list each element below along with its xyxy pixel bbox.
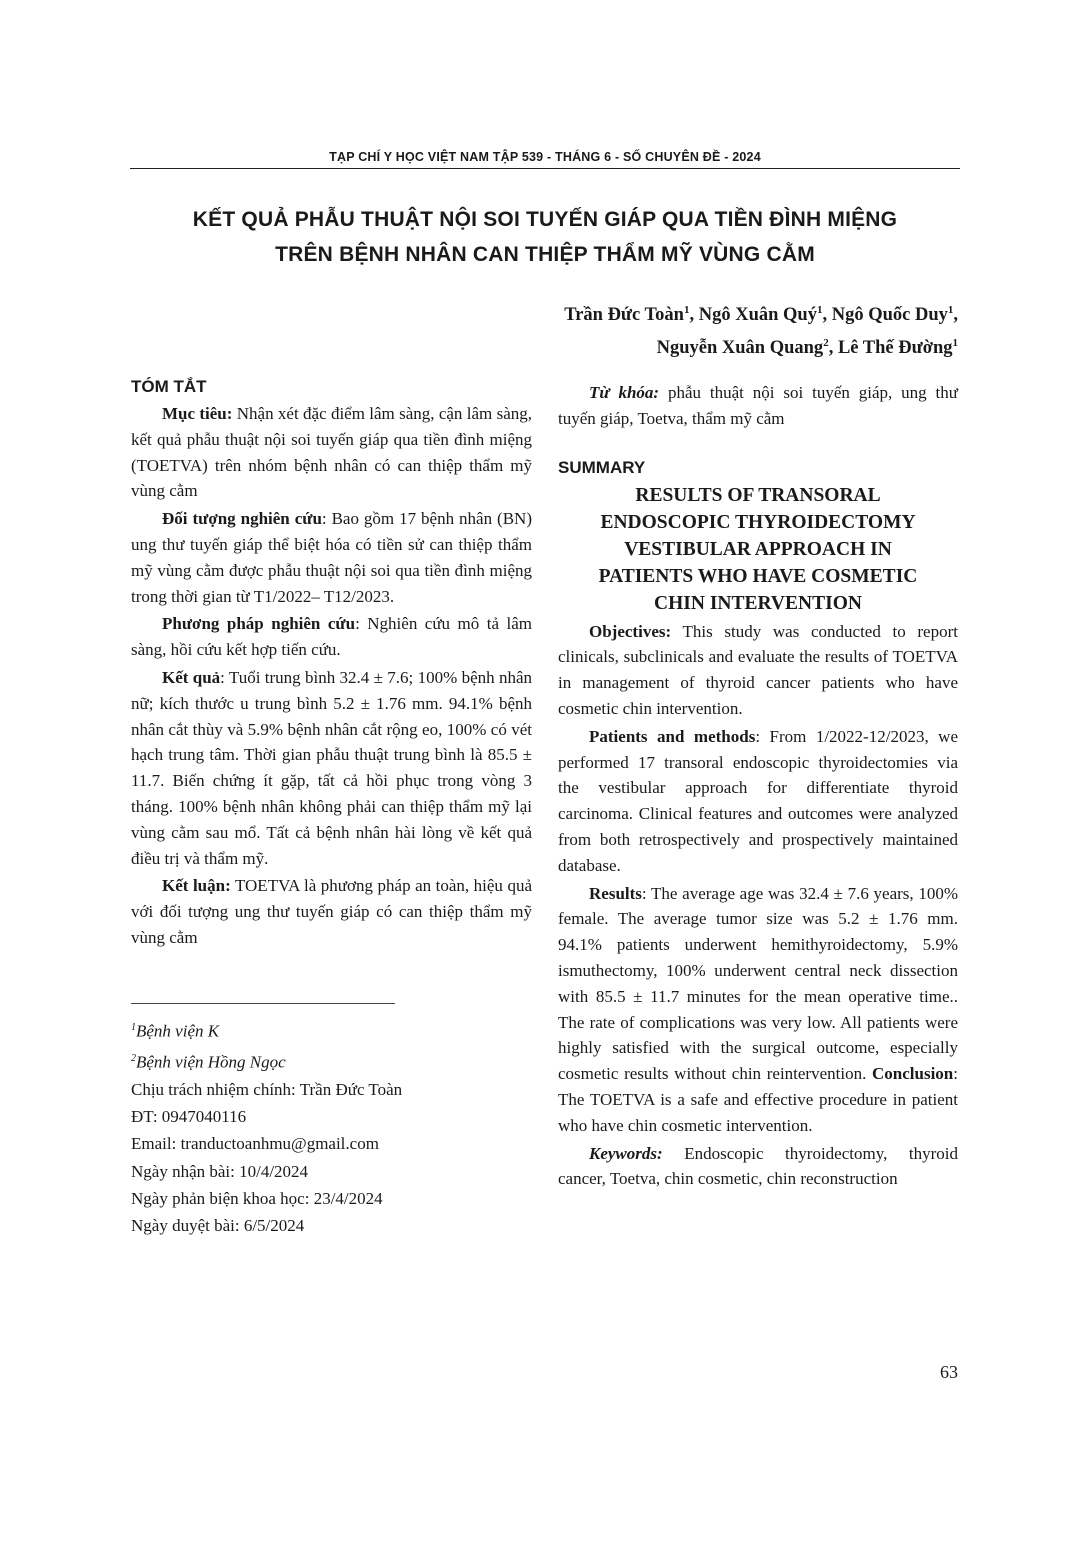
left-column [131, 377, 532, 1239]
conclusion-label-en: Conclusion [872, 1064, 954, 1084]
footnote-accepted: Ngày duyệt bài: 6/5/2024 [131, 1216, 305, 1236]
author-name: Nguyễn Xuân Quang [656, 338, 824, 359]
keywords-en-label: Keywords: [589, 1143, 663, 1163]
keywords-vi-label: Từ khóa: [589, 383, 660, 402]
journal-header: TẠP CHÍ Y HỌC VIỆT NAM TẬP 539 - THÁNG 6 - SỐ CHUYÊN ĐỀ - 2024 [329, 150, 761, 164]
objective-label: Mục tiêu: [162, 404, 233, 423]
results-label-en: Results [589, 883, 642, 903]
author-affiliation: 1 [952, 337, 958, 350]
author-affiliation: 2 [823, 337, 829, 350]
objectives-label: Objectives: [589, 621, 672, 641]
abstract-heading: TÓM TẮT [131, 377, 207, 396]
footnote-phone: ĐT: 0947040116 [131, 1106, 247, 1126]
conclusion-label: Kết luận: [162, 876, 231, 896]
footnote-marker: 2 [131, 1052, 136, 1064]
conclusion-text: TOETVA là phương pháp an toàn, hiệu quả với đối tượng ung thư tuyến giáp có can thiệp thẩm mỹ vùng cằm [131, 876, 532, 947]
results-label: Kết quả [162, 667, 221, 687]
footnote-rule [131, 1003, 395, 1004]
methods-label-en: Patients and methods [589, 726, 756, 746]
author-line-2 [564, 329, 958, 362]
footnote-marker: 1 [131, 1021, 136, 1033]
author-name: Lê Thế Đường [837, 338, 953, 359]
abstract-objective [131, 401, 532, 504]
author-name: Ngô Xuân Quý [698, 305, 817, 326]
author-affiliation: 1 [947, 304, 954, 316]
objective-text: Nhận xét đặc điểm lâm sàng, cận lâm sàng, kết quả phẫu thuật nội soi tuyến giáp qua tiền đình miệng (TOETVA) trên nhóm bệnh nhân có can thiệp thẩm mỹ vùng cằm [131, 404, 533, 501]
summary-title-line: VESTIBULAR APPROACH IN [624, 538, 892, 560]
summary-title-line: RESULTS OF TRANSORAL [635, 484, 881, 506]
conclusion-text-en: : The TOETVA is a safe and effective procedure in patient who have chin cosmetic intervention. [558, 1064, 958, 1135]
author-separator: , [953, 305, 958, 326]
methods-text-en: : From 1/2022-12/2023, we performed 17 transoral endoscopic thyroidectomies via the vestibular approach for differentiate thyroid carcinoma. Clinical features and outcomes were analyzed from both retrospectively and prospectively maintained database. [558, 726, 958, 875]
summary-heading: SUMMARY [558, 457, 646, 477]
footnote-received: Ngày nhận bài: 10/4/2024 [131, 1161, 309, 1181]
abstract-methods [131, 611, 532, 663]
keywords-vi [558, 380, 958, 432]
author-line-1 [564, 296, 958, 329]
footnote-affiliation-1 [131, 1014, 532, 1045]
author-separator: , [689, 305, 699, 326]
author-affiliation: 1 [683, 304, 690, 316]
author-separator: , [828, 338, 838, 359]
footnote-corresponding: Chịu trách nhiệm chính: Trần Đức Toàn [131, 1079, 403, 1099]
abstract-subjects [131, 506, 532, 609]
keywords-en [558, 1141, 958, 1193]
author-name: Ngô Quốc Duy [831, 305, 948, 326]
keywords-en-text: Endoscopic thyroidectomy, thyroid cancer, Toetva, chin cosmetic, chin reconstruction [558, 1143, 958, 1189]
title-line-1: KẾT QUẢ PHẪU THUẬT NỘI SOI TUYẾN GIÁP QUA TIỀN ĐÌNH MIỆNG [192, 208, 898, 231]
right-column [558, 380, 958, 1194]
page-number: 63 [940, 1362, 958, 1382]
methods-text: : Nghiên cứu mô tả lâm sàng, hồi cứu kết hợp tiến cứu. [131, 614, 532, 660]
subjects-text: : Bao gồm 17 bệnh nhân (BN) ung thư tuyến giáp thể biệt hóa có tiền sử can thiệp thẩm mỹ vùng cằm được phẫu thuật nội soi qua tiền đình miệng trong thời gian từ T1/2022– T12/2023. [131, 509, 532, 606]
summary-title-line: CHIN INTERVENTION [654, 592, 862, 614]
results-text: : Tuổi trung bình 32.4 ± 7.6; 100% bệnh nhân nữ; kích thước u trung bình 5.2 ± 1.76 mm. 94.1% bệnh nhân cắt thùy và 5.9% bệnh nhân cắt rộng eo, 100% có vét hạch trung tâm. Thời gian phẫu thuật trung bình là 85.5 ± 11.7. Biến chứng ít gặp, tất cả hồi phục trong vòng 3 tháng. 100% bệnh nhân không phải can thiệp thẩm mỹ lại vùng cằm sau mổ. Tất cả bệnh nhân hài lòng về kết quả điều trị và thẩm mỹ. [131, 667, 532, 868]
footnote-text: Bệnh viện Hồng Ngọc [136, 1052, 286, 1072]
summary-results [558, 881, 958, 1139]
abstract-results [131, 665, 532, 871]
author-separator: , [822, 305, 832, 326]
author-name: Trần Đức Toàn [564, 305, 684, 326]
author-affiliation: 1 [816, 304, 823, 316]
summary-title-line: ENDOSCOPIC THYROIDECTOMY [600, 511, 916, 533]
author-list [564, 296, 958, 362]
subjects-label: Đối tượng nghiên cứu [162, 509, 322, 529]
summary-title [558, 482, 958, 617]
header-rule [130, 168, 960, 169]
footnote-text: Bệnh viện K [136, 1021, 220, 1041]
article-title [130, 202, 960, 272]
summary-title-line: PATIENTS WHO HAVE COSMETIC [598, 565, 918, 587]
keywords-vi-text: phẫu thuật nội soi tuyến giáp, ung thư tuyến giáp, Toetva, thẩm mỹ cằm [558, 383, 958, 428]
footnote-affiliation-2 [131, 1045, 532, 1076]
footnote-email: Email: tranductoanhmu@gmail.com [131, 1134, 379, 1154]
footnote-reviewed: Ngày phản biện khoa học: 23/4/2024 [131, 1188, 383, 1208]
methods-label: Phương pháp nghiên cứu [162, 614, 356, 634]
title-line-2: TRÊN BỆNH NHÂN CAN THIỆP THẨM MỸ VÙNG CẰM [275, 243, 815, 266]
summary-methods [558, 724, 958, 879]
summary-objectives [558, 619, 958, 722]
objectives-text: This study was conducted to report clinicals, subclinicals and evaluate the results of TOETVA in management of thyroid cancer patients who have cosmetic chin intervention. [558, 621, 958, 718]
results-text-en: : The average age was 32.4 ± 7.6 years, 100% female. The average tumor size was 5.2 ± 1.76 mm. 94.1% patients underwent hemithyroidectomy, 5.9% ismuthectomy, 100% underwent central neck dissection with 85.5 ± 11.7 minutes for the mean operative time.. The rate of complications was very low. All patients were highly satisfied with the surgical outcome, especially cosmetic results without chin reintervention. [558, 883, 958, 1084]
abstract-conclusion [131, 873, 532, 950]
